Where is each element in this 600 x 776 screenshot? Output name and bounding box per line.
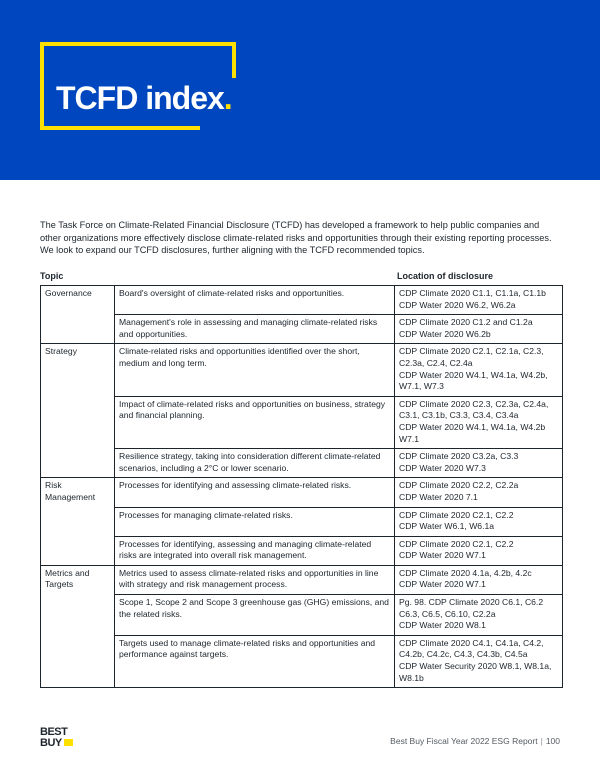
- category-cell: Metrics and Targets: [41, 565, 115, 687]
- topic-cell: Resilience strategy, taking into consideration different climate-related scenarios, including a 2°C or lower scenario.: [115, 449, 395, 478]
- frame-bottom-line: [40, 126, 170, 130]
- topic-cell: Board's oversight of climate-related risks and opportunities.: [115, 286, 395, 315]
- report-title: Best Buy Fiscal Year 2022 ESG Report: [390, 736, 538, 746]
- logo-tag-icon: [64, 739, 73, 746]
- topic-cell: Processes for identifying and assessing climate-related risks.: [115, 478, 395, 507]
- location-cell: CDP Climate 2020 C2.1, C2.2 CDP Water W6.1, W6.1a: [395, 507, 563, 536]
- table-row: [41, 344, 563, 396]
- logo-line-best: BEST: [40, 726, 68, 738]
- table-row: [41, 595, 563, 636]
- best-buy-logo: [40, 727, 84, 753]
- topic-cell: Processes for managing climate-related risks.: [115, 507, 395, 536]
- table-row: [41, 635, 563, 687]
- location-cell: CDP Climate 2020 C2.1, C2.1a, C2.3, C2.3a, C2.4, C2.4a CDP Water 2020 W4.1, W4.1a, W4.2b, W7.1, W7.3: [395, 344, 563, 396]
- table-row: [41, 286, 563, 315]
- topic-cell: Scope 1, Scope 2 and Scope 3 greenhouse gas (GHG) emissions, and the related risks.: [115, 595, 395, 636]
- logo-line-buy-text: BUY: [40, 737, 62, 749]
- location-cell: CDP Climate 2020 C4.1, C4.1a, C4.2, C4.2b, C4.2c, C4.3, C4.3b, C4.5a CDP Water Security 2020 W8.1, W8.1a, W8.1b: [395, 635, 563, 687]
- location-cell: CDP Climate 2020 C1.1, C1.1a, C1.1b CDP Water 2020 W6.2, W6.2a: [395, 286, 563, 315]
- table-row: [41, 536, 563, 565]
- table-row: [41, 507, 563, 536]
- column-header-topic: Topic: [40, 271, 64, 281]
- location-cell: Pg. 98. CDP Climate 2020 C6.1, C6.2 C6.3, C6.5, C6.10, C2.2a CDP Water 2020 W8.1: [395, 595, 563, 636]
- location-cell: CDP Climate 2020 4.1a, 4.2b, 4.2c CDP Water 2020 W7.1: [395, 565, 563, 594]
- location-cell: CDP Climate 2020 C2.3, C2.3a, C2.4a, C3.1, C3.1b, C3.3, C3.4, C3.4a CDP Water 2020 W4.1, W4.1a, W4.2b W7.1: [395, 396, 563, 448]
- category-cell: Risk Management: [41, 478, 115, 566]
- logo-line-buy: [40, 738, 84, 749]
- location-cell: CDP Climate 2020 C1.2 and C1.2a CDP Water 2020 W6.2b: [395, 315, 563, 344]
- location-cell: CDP Climate 2020 C3.2a, C3.3 CDP Water 2020 W7.3: [395, 449, 563, 478]
- page-title-text: TCFD index: [56, 80, 224, 116]
- topic-cell: Management's role in assessing and managing climate-related risks and opportunities.: [115, 315, 395, 344]
- title-dot: .: [223, 80, 232, 116]
- table-row: [41, 565, 563, 594]
- category-cell: Strategy: [41, 344, 115, 478]
- topic-cell: Impact of climate-related risks and opportunities on business, strategy and financial planning.: [115, 396, 395, 448]
- table-row: [41, 449, 563, 478]
- column-header-location: Location of disclosure: [397, 271, 494, 281]
- topic-cell: Metrics used to assess climate-related risks and opportunities in line with strategy and risk management process.: [115, 565, 395, 594]
- footer-text: [390, 736, 560, 746]
- table-row: [41, 478, 563, 507]
- page-number: 100: [545, 736, 560, 746]
- location-cell: CDP Climate 2020 C2.1, C2.2 CDP Water 2020 W7.1: [395, 536, 563, 565]
- tcfd-table-body: [41, 286, 563, 688]
- frame-right-line: [232, 42, 236, 78]
- category-cell: Governance: [41, 286, 115, 344]
- footer-separator: |: [540, 736, 543, 746]
- table-row: [41, 315, 563, 344]
- topic-cell: Climate-related risks and opportunities identified over the short, medium and long term.: [115, 344, 395, 396]
- topic-cell: Targets used to manage climate-related risks and opportunities and performance against targets.: [115, 635, 395, 687]
- page-title: [56, 80, 232, 116]
- topic-cell: Processes for identifying, assessing and managing climate-related risks are integrated into overall risk management.: [115, 536, 395, 565]
- location-cell: CDP Climate 2020 C2.2, C2.2a CDP Water 2020 7.1: [395, 478, 563, 507]
- table-row: [41, 396, 563, 448]
- tcfd-table: [40, 285, 563, 688]
- intro-paragraph: The Task Force on Climate-Related Financial Disclosure (TCFD) has developed a framework to help public companies and other organizations more effectively disclose climate-related risks and opportunities through their existing reporting processes. We look to expand our TCFD disclosures, further aligning with the TCFD recommended topics.: [40, 220, 552, 255]
